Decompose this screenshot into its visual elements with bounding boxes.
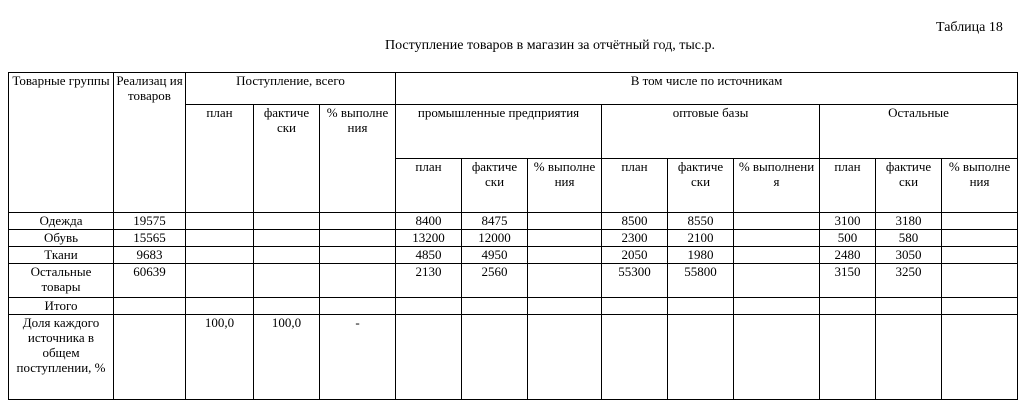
row-ind-plan: 2130: [396, 264, 462, 298]
header-wholesale: оптовые базы: [602, 105, 820, 159]
table-title: Поступление товаров в магазин за отчётный год, тыс.р.: [384, 38, 716, 53]
row-wh-fact: 1980: [668, 247, 734, 264]
header-oth-fact: фактиче ски: [876, 159, 942, 213]
header-sales: Реализац ия товаров: [114, 73, 186, 213]
row-name: Остальные товары: [9, 264, 114, 298]
header-receipt-total: Поступление, всего: [186, 73, 396, 105]
row-ind-fact: 2560: [462, 264, 528, 298]
row-name: Ткани: [9, 247, 114, 264]
row-ind-fact: 4950: [462, 247, 528, 264]
share-row-name: Доля каждого источника в общем поступлении, %: [9, 315, 114, 400]
row-oth-plan: 3150: [820, 264, 876, 298]
share-row: [9, 315, 1018, 400]
row-ind-fact: 8475: [462, 213, 528, 230]
header-oth-pct: % выполне ния: [942, 159, 1018, 213]
row-name: Обувь: [9, 230, 114, 247]
table-row: [9, 264, 1018, 298]
row-oth-plan: 2480: [820, 247, 876, 264]
row-oth-fact: 580: [876, 230, 942, 247]
row-ind-fact: 12000: [462, 230, 528, 247]
row-wh-plan: 2050: [602, 247, 668, 264]
row-wh-plan: 55300: [602, 264, 668, 298]
share-plan: 100,0: [186, 315, 254, 400]
header-others: Остальные: [820, 105, 1018, 159]
row-wh-fact: 2100: [668, 230, 734, 247]
row-oth-plan: 3100: [820, 213, 876, 230]
row-wh-fact: 55800: [668, 264, 734, 298]
row-ind-plan: 8400: [396, 213, 462, 230]
row-ind-plan: 4850: [396, 247, 462, 264]
row-oth-plan: 500: [820, 230, 876, 247]
header-wh-fact: фактиче ски: [668, 159, 734, 213]
share-pct: -: [320, 315, 396, 400]
total-row: [9, 298, 1018, 315]
table-row: [9, 213, 1018, 230]
header-ind-fact: фактиче ски: [462, 159, 528, 213]
header-wh-plan: план: [602, 159, 668, 213]
row-wh-plan: 2300: [602, 230, 668, 247]
row-sales: 15565: [114, 230, 186, 247]
receipts-table: [8, 72, 1018, 400]
row-oth-fact: 3250: [876, 264, 942, 298]
header-oth-plan: план: [820, 159, 876, 213]
row-wh-plan: 8500: [602, 213, 668, 230]
header-ind-plan: план: [396, 159, 462, 213]
total-row-name: Итого: [9, 298, 114, 315]
header-total-plan: план: [186, 105, 254, 213]
row-sales: 60639: [114, 264, 186, 298]
table-row: [9, 230, 1018, 247]
header-by-sources: В том числе по источникам: [396, 73, 1018, 105]
row-sales: 9683: [114, 247, 186, 264]
header-total-pct: % выполне ния: [320, 105, 396, 213]
table-row: [9, 247, 1018, 264]
header-total-fact: фактиче ски: [254, 105, 320, 213]
row-sales: 19575: [114, 213, 186, 230]
header-industrial: промышленные предприятия: [396, 105, 602, 159]
row-wh-fact: 8550: [668, 213, 734, 230]
row-oth-fact: 3050: [876, 247, 942, 264]
table-number: Таблица 18: [936, 20, 1003, 35]
header-groups: Товарные группы: [9, 73, 114, 213]
share-fact: 100,0: [254, 315, 320, 400]
row-oth-fact: 3180: [876, 213, 942, 230]
row-name: Одежда: [9, 213, 114, 230]
header-wh-pct: % выполнени я: [734, 159, 820, 213]
row-ind-plan: 13200: [396, 230, 462, 247]
header-ind-pct: % выполне ния: [528, 159, 602, 213]
